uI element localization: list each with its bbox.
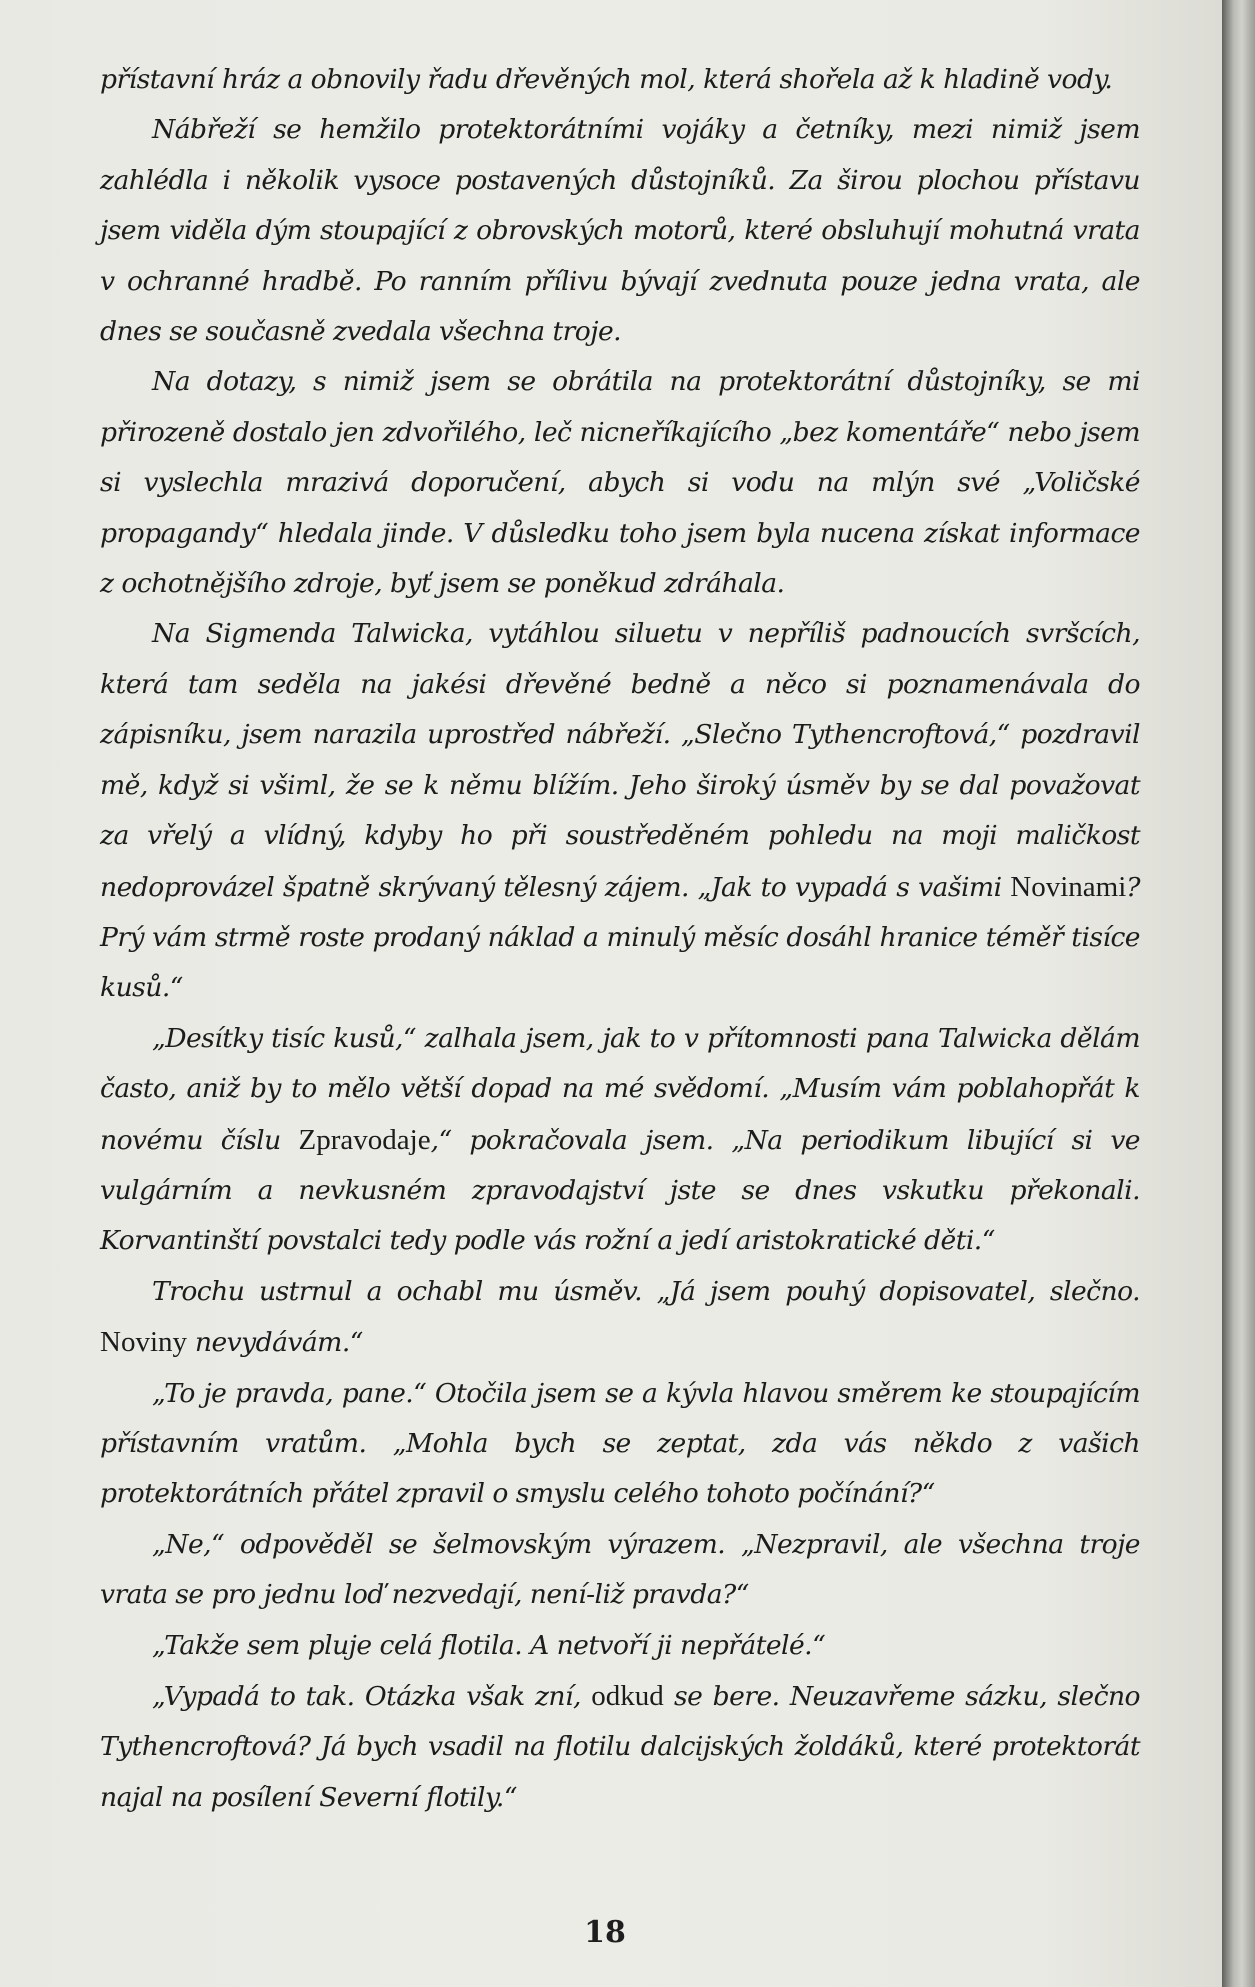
paragraph-text: „Takže sem pluje celá flotila. A netvoří ji nepřátelé.“	[152, 1629, 826, 1661]
page-edge	[1222, 0, 1255, 1987]
paragraph-text: nevydávám.“	[187, 1327, 363, 1359]
emphasis-text: odkud	[591, 1680, 664, 1712]
paragraph-text: „Desítky tisíc kusů,“ zalhala jsem, jak to v přítomnosti pana Talwicka dělám často, aniž by to mělo větší dopad na mé svědomí. „Musím vám poblahopřát k novému číslu	[100, 1022, 1140, 1156]
paragraph	[100, 1014, 1140, 1267]
paragraph-text: se bere. Neuzavřeme sázku, slečno Tythencroftová? Já bych vsadil na flotilu dalcijských žoldáků, které protektorát najal na posílení Severní flotily.“	[100, 1681, 1140, 1813]
paragraph	[100, 1520, 1140, 1621]
paragraph-text: „Ne,“ odpověděl se šelmovským výrazem. „Nezpravil, ale všechna troje vrata se pro jednu loď nezvedají, není-liž pravda?“	[100, 1528, 1140, 1611]
paragraph	[100, 1267, 1140, 1369]
paragraph-text: Na dotazy, s nimiž jsem se obrátila na protektorátní důstojníky, se mi přirozeně dostalo jen zdvořilého, leč nicneříkajícího „bez komentáře“ nebo jsem si vyslechla mrazivá doporučení, abych si vodu na mlýn své „Voličské propagandy“ hledala jinde. V důsledku toho jsem byla nucena získat informace z ochotnějšího zdroje, byť jsem se poněkud zdráhala.	[100, 366, 1140, 600]
paragraph	[100, 1671, 1140, 1823]
paragraph	[100, 1369, 1140, 1520]
paragraph-text: Trochu ustrnul a ochabl mu úsměv. „Já jsem pouhý dopisovatel, slečno.	[152, 1275, 1140, 1307]
paragraph-text: „Vypadá to tak. Otázka však zní,	[152, 1681, 592, 1712]
paragraph-text: Nábřeží se hemžilo protektorátními vojáky a četníky, mezi nimiž jsem zahlédla i několik vysoce postavených důstojníků. Za širou plochou přístavu jsem viděla dým stoupající z obrovských motorů, které obsluhují mohutná vrata v ochranné hradbě. Po ranním přílivu bývají zvednuta pouze jedna vrata, ale dnes se současně zvedala všechna troje.	[100, 114, 1140, 348]
paragraph-text: ,“ pokračovala jsem. „Na periodikum libující si ve vulgárním a nevkusném zpravodajství jste se dnes vskutku překonali. Korvantinští povstalci tedy podle vás rožní a jedí aristokratické děti.“	[100, 1124, 1141, 1257]
emphasis-text: Noviny	[100, 1326, 187, 1359]
paragraph-text: „To je pravda, pane.“ Otočila jsem se a kývla hlavou směrem ke stoupajícím přístavním vratům. „Mohla bych se zeptat, zda vás někdo z vašich protektorátních přátel zpravil o smyslu celého tohoto počínání?“	[100, 1377, 1140, 1510]
paragraph-text: přístavní hráz a obnovily řadu dřevěných mol, která shořela až k hladině vody.	[100, 64, 1113, 95]
paragraph-text: ? Prý vám strmě roste prodaný náklad a minulý měsíc dosáhl hranice téměř tisíce kusů.“	[100, 871, 1140, 1004]
paragraph	[100, 357, 1140, 609]
page-number: 18	[584, 1915, 626, 1950]
body-text	[100, 55, 1140, 1823]
emphasis-text: Novinami	[1010, 870, 1127, 903]
paragraph-text: Na Sigmenda Talwicka, vytáhlou siluetu v nepříliš padnoucích svršcích, která tam seděla na jakési dřevěné bedně a něco si poznamenávala do zápisníku, jsem narazila uprostřed nábřeží. „Slečno Tythencroftová,“ pozdravil mě, když si všiml, že se k němu blížím. Jeho široký úsměv by se dal považovat za vřelý a vlídný, kdyby ho při soustředěném pohledu na moji maličkost nedoprovázel špatně skrývaný tělesný zájem. „Jak to vypadá s vašimi	[100, 618, 1140, 903]
paragraph	[100, 1621, 1140, 1671]
paragraph	[100, 105, 1140, 357]
emphasis-text: Zpravodaje	[298, 1123, 431, 1156]
paragraph	[100, 55, 1140, 105]
paragraph	[100, 609, 1140, 1013]
